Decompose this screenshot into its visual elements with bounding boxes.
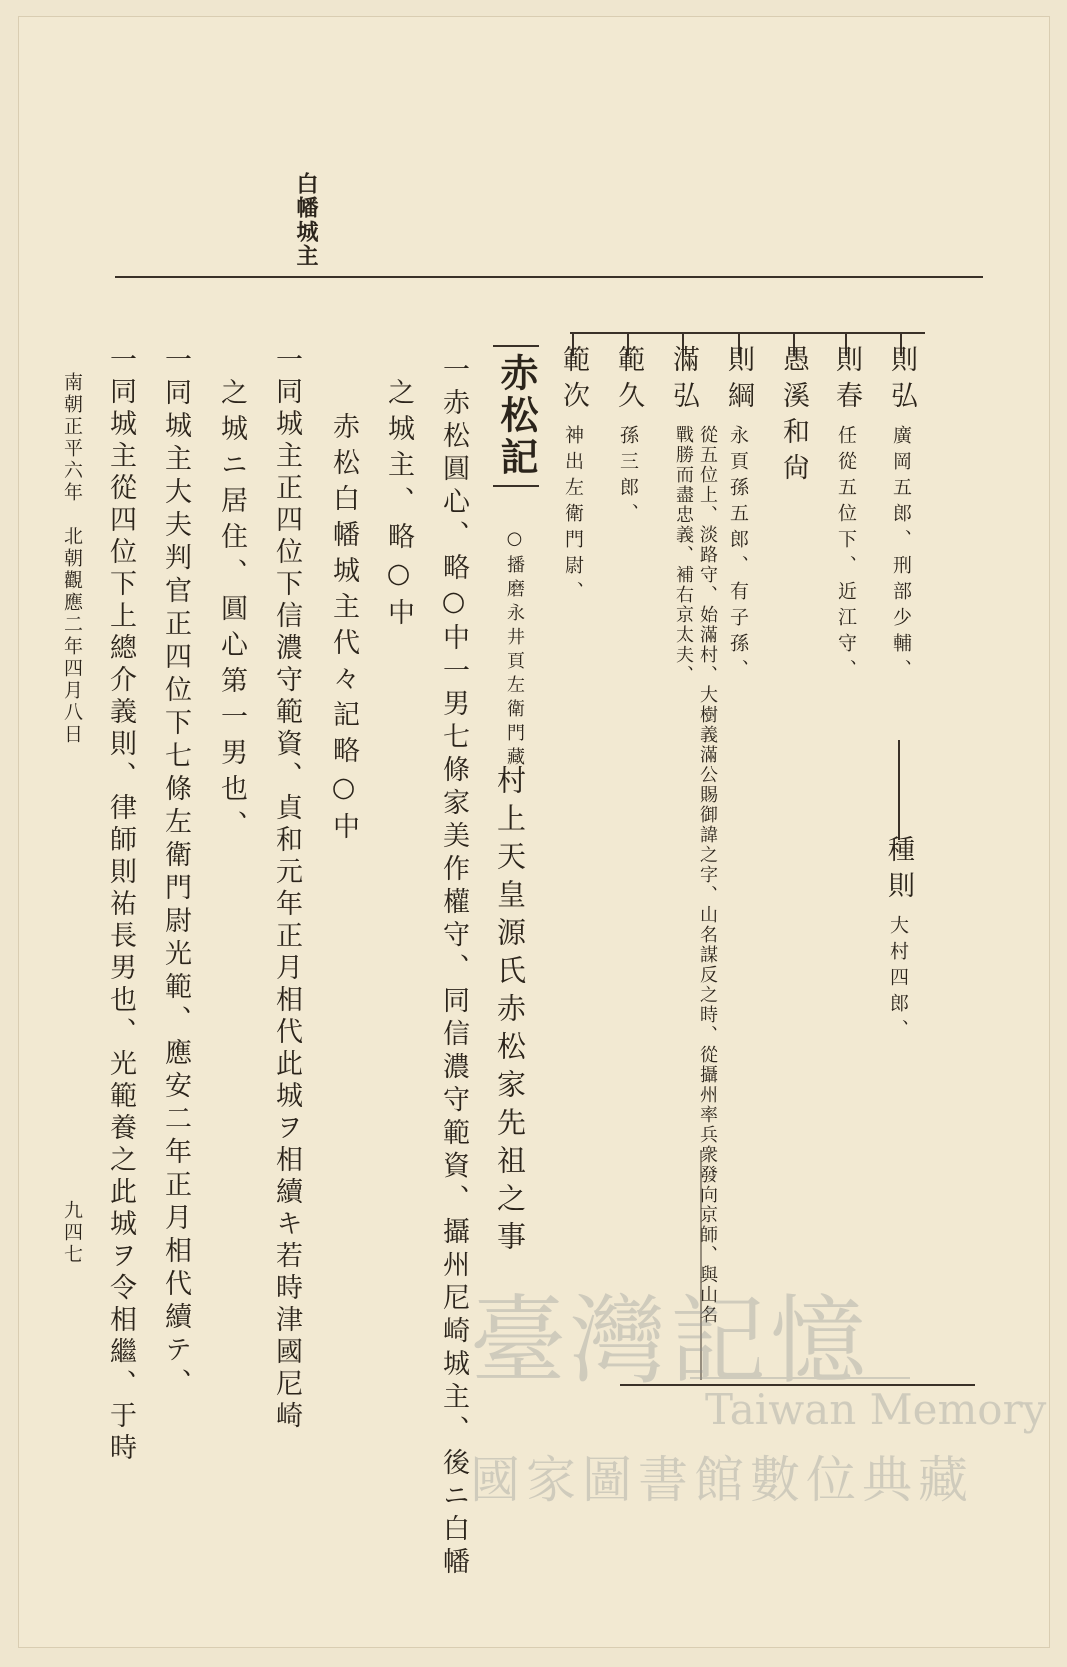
genealogy-branch-vertical (898, 740, 900, 840)
genealogy-name: 範次 (558, 345, 589, 417)
body-line-4: 赤松白幡城主代々記略○中 (328, 412, 359, 848)
body-line-7: 一同城主大夫判官正四位下七條左衛門尉光範、應安二年正月相代續テ、 (160, 345, 191, 1401)
section-title: 赤松記 (493, 345, 539, 487)
genealogy-note: 從五位上、淡路守、始滿村、大樹義滿公賜御諱之字、山名謀反之時、從攝州率兵衆發向京師、與山名戰勝而盡忠義、補右京太夫、 (673, 425, 718, 1325)
genealogy-entry-noriharu (833, 345, 860, 685)
genealogy-entry-noritsuna (725, 345, 752, 685)
genealogy-entry-tanenori (885, 835, 912, 1045)
genealogy-name: 愚溪和尙 (778, 345, 809, 489)
body-line-2: 一赤松圓心、略○中一男七條家美作權守、同信濃守範資、攝州尼崎城主、後ニ白幡 (438, 355, 469, 1580)
genealogy-note: 大村四郎、 (887, 915, 909, 1045)
section-source: ○播磨永井頁左衛門藏 (504, 528, 525, 771)
genealogy-name: 則綱 (723, 345, 754, 417)
header-rule (115, 276, 983, 278)
genealogy-entry-mitsuhiro (670, 345, 719, 1325)
body-line-3: 之城主、略○中 (383, 378, 414, 634)
page-number: 九四七 (61, 1200, 83, 1266)
genealogy-note: 神出左衛門尉、 (562, 425, 584, 607)
body-line-5: 一同城主正四位下信濃守範資、貞和元年正月相代此城ヲ相續キ若時津國尼崎 (271, 345, 302, 1433)
genealogy-note: 孫三郎、 (617, 425, 639, 529)
body-line-1: 村上天皇源氏赤松家先祖之事 (493, 765, 527, 1259)
genealogy-entry-norihiro (888, 345, 915, 685)
footer-date: 南朝正平六年 北朝觀應二年四月八日 (61, 372, 83, 746)
genealogy-name: 滿弘 (668, 345, 699, 417)
genealogy-entry-noritsugu (560, 345, 587, 607)
genealogy-name: 則弘 (886, 345, 917, 417)
genealogy-name: 種則 (883, 835, 914, 907)
genealogy-entry-norihisa (615, 345, 642, 529)
watermark-chinese: 臺灣記憶 (470, 1285, 870, 1397)
watermark-english: Taiwan Memory (705, 1385, 1047, 1434)
genealogy-note: 任從五位下、近江守、 (835, 425, 857, 685)
body-line-6: 之城ニ居住、圓心第一男也、 (216, 378, 247, 846)
genealogy-bracket-top (570, 332, 925, 334)
genealogy-note: 永頁孫五郎、有子孫、 (727, 425, 749, 685)
genealogy-name: 範久 (613, 345, 644, 417)
genealogy-entry-gukei (780, 345, 807, 489)
body-line-8: 一同城主從四位下上總介義則、律師則祐長男也、光範養之此城ヲ令相繼、于時 (105, 345, 136, 1465)
genealogy-note: 廣岡五郎、刑部少輔、 (890, 425, 912, 685)
running-title: 白幡城主 (293, 172, 319, 268)
watermark-library: 國家圖書館數位典藏 (470, 1451, 974, 1509)
genealogy-name: 則春 (831, 345, 862, 417)
genealogy-bottom-rule (620, 1384, 975, 1386)
